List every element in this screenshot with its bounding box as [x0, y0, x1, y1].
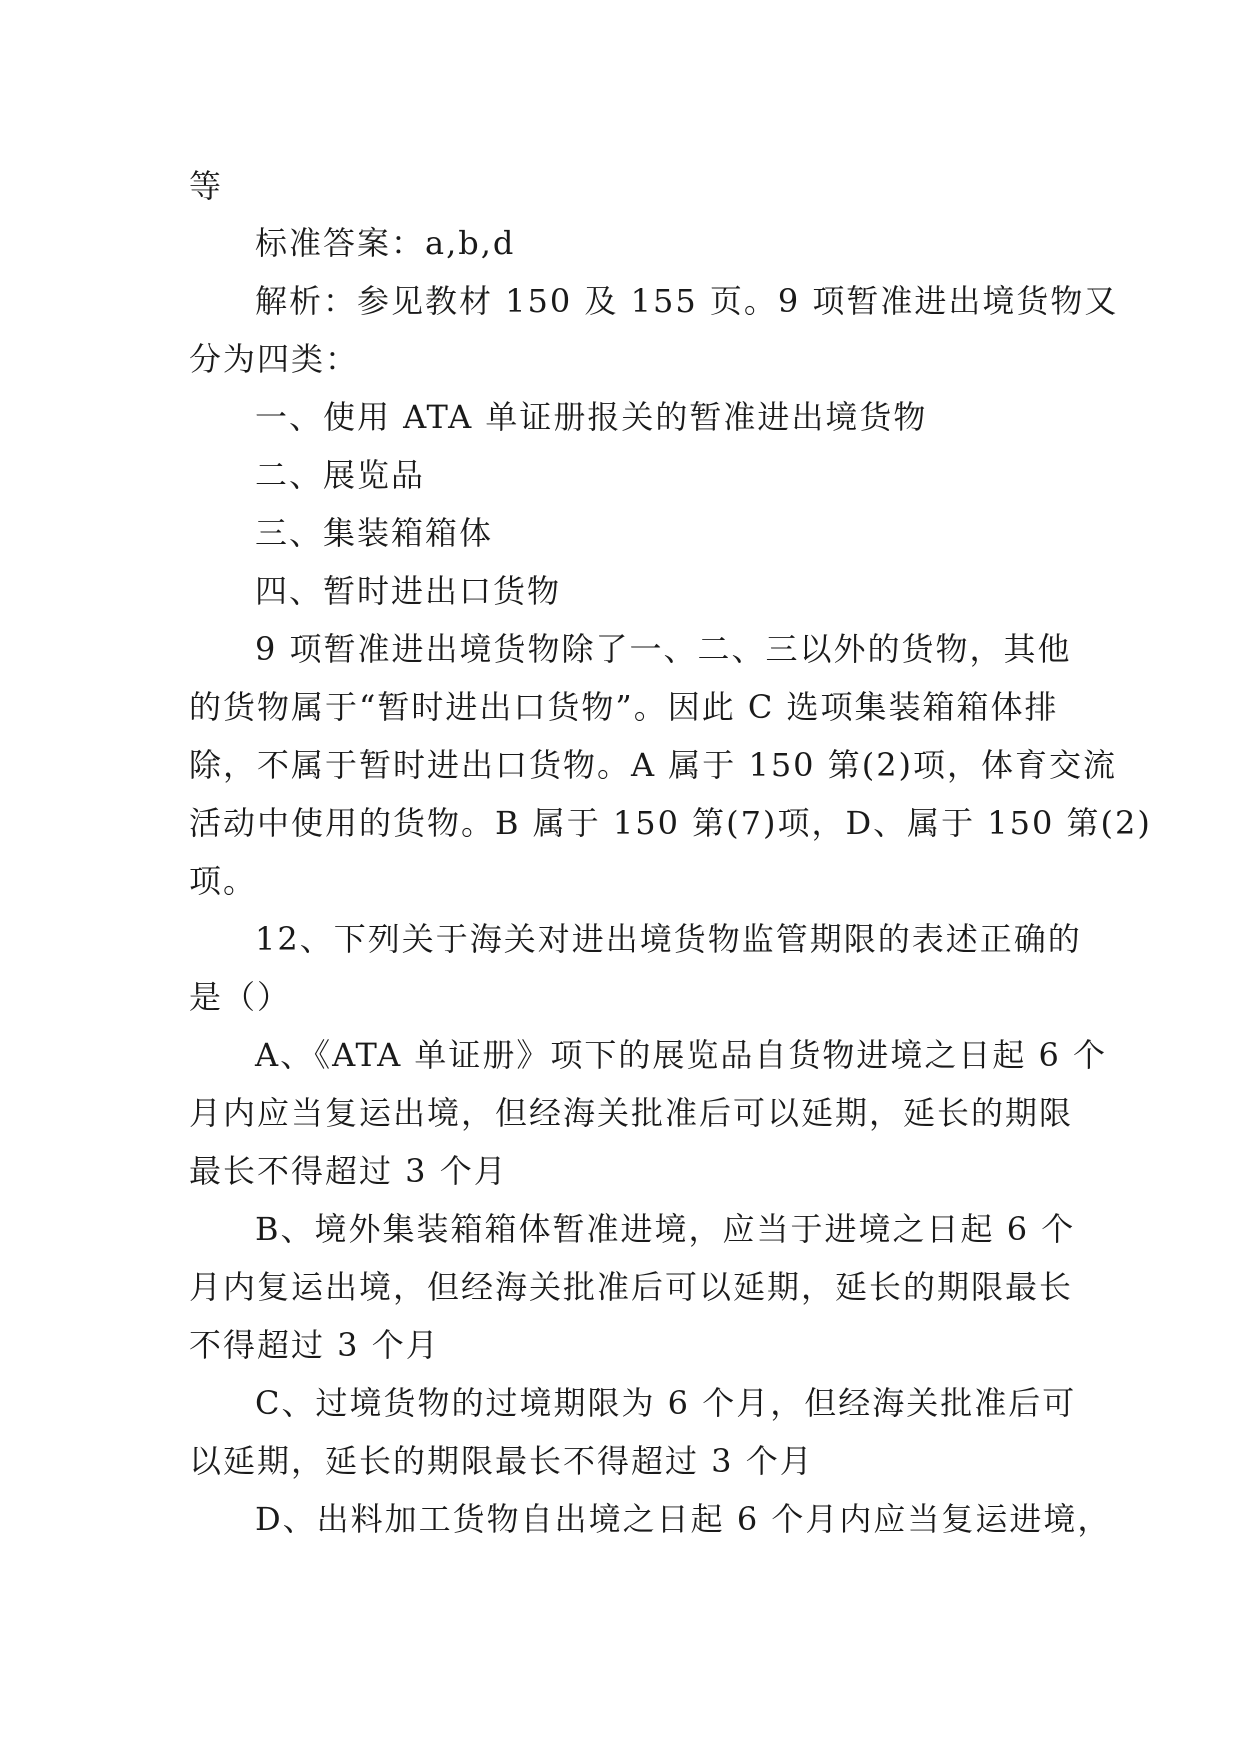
text-line: 9 项暂准进出境货物除了一、二、三以外的货物，其他	[255, 630, 1072, 668]
text-line: 二、展览品	[255, 456, 426, 494]
text-line: 月内应当复运出境，但经海关批准后可以延期，延长的期限	[189, 1094, 1074, 1132]
text-line: 等	[189, 167, 224, 205]
text-line: 不得超过 3 个月	[189, 1326, 440, 1364]
text-line: 是（）	[189, 978, 292, 1016]
text-line: 分为四类：	[189, 340, 360, 378]
text-line: 以延期，延长的期限最长不得超过 3 个月	[189, 1442, 814, 1480]
text-line: 一、使用 ATA 单证册报关的暂准进出境货物	[255, 398, 928, 436]
option-d: D、出料加工货物自出境之日起 6 个月内应当复运进境，	[255, 1500, 1112, 1538]
option-b: B、境外集装箱箱体暂准进境，应当于进境之日起 6 个	[255, 1210, 1076, 1248]
option-c: C、过境货物的过境期限为 6 个月，但经海关批准后可	[255, 1384, 1077, 1422]
text-line: 四、暂时进出口货物	[255, 572, 562, 610]
text-line: 月内复运出境，但经海关批准后可以延期，延长的期限最长	[189, 1268, 1074, 1306]
text-line: 解析：参见教材 150 及 155 页。9 项暂准进出境货物又	[255, 282, 1119, 320]
question-heading: 12、下列关于海关对进出境货物监管期限的表述正确的	[255, 920, 1082, 958]
text-line: 除，不属于暂时进出口货物。A 属于 150 第(2)项，体育交流	[189, 746, 1118, 784]
option-a: A、《ATA 单证册》项下的展览品自货物进境之日起 6 个	[255, 1036, 1108, 1074]
text-line: 项。	[189, 862, 258, 900]
text-line: 标准答案：a,b,d	[255, 224, 516, 262]
text-line: 活动中使用的货物。B 属于 150 第(7)项，D、属于 150 第(2)	[189, 804, 1152, 842]
text-line: 三、集装箱箱体	[255, 514, 494, 552]
text-line: 的货物属于“暂时进出口货物”。因此 C 选项集装箱箱体排	[189, 688, 1059, 726]
text-line: 最长不得超过 3 个月	[189, 1152, 508, 1190]
